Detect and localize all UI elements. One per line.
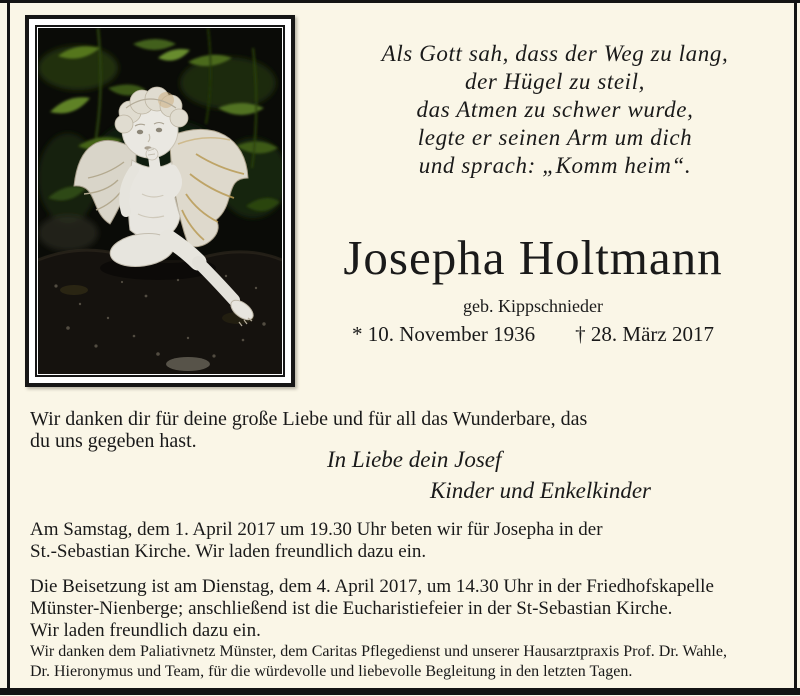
signature-children: Kinder und Enkelkinder [430,478,652,503]
caregiver-thanks [30,642,727,682]
thanks-line: Wir danken dir für deine große Liebe und für all das Wunderbare, das [30,408,588,430]
memorial-verse [320,40,790,180]
funeral-line: Die Beisetzung ist am Dienstag, dem 4. April 2017, um 14.30 Uhr in der Friedhofskapelle [30,576,714,597]
verse-line: legte er seinen Arm um dich [417,125,693,150]
page-border-left [7,0,10,694]
family-thanks [30,408,587,452]
funeral-line: Münster-Nienberge; anschließend ist die Eucharistiefeier in der St-Sebastian Kirche. [30,598,673,619]
signature-spouse: In Liebe dein Josef [327,447,502,472]
thanks-line: du uns gegeben hast. [30,430,197,452]
page-border-top [0,0,800,3]
page-border-right [794,0,797,694]
prayer-line: St.-Sebastian Kirche. Wir laden freundlich dazu ein. [30,541,427,562]
angel-figurine-photo [38,28,282,374]
caregiver-line: Wir danken dem Paliativnetz Münster, dem Caritas Pflegedienst und unserer Hausarztpraxis Prof. Dr. Wahle, [30,643,727,660]
verse-line: das Atmen zu schwer wurde, [416,97,694,122]
funeral-announcement [30,576,714,642]
prayer-line: Am Samstag, dem 1. April 2017 um 19.30 Uhr beten wir für Josepha in der [30,519,603,540]
death-date: † 28. März 2017 [575,322,714,346]
life-dates [300,322,766,346]
page-border-bottom [0,688,800,695]
caregiver-line: Dr. Hieronymus und Team, für die würdevolle und liebevolle Begleitung in den letzten Tagen. [30,663,633,680]
photo-frame [25,15,295,387]
verse-line: Als Gott sah, dass der Weg zu lang, [381,41,729,66]
prayer-announcement [30,519,603,563]
verse-line: und sprach: „Komm heim“. [418,153,692,178]
maiden-name: geb. Kippschnieder [463,296,603,316]
birth-date: * 10. November 1936 [352,322,536,346]
funeral-line: Wir laden freundlich dazu ein. [30,620,261,641]
deceased-name: Josepha Holtmann [343,230,723,285]
photo-matte [35,25,285,377]
verse-line: der Hügel zu steil, [464,69,646,94]
